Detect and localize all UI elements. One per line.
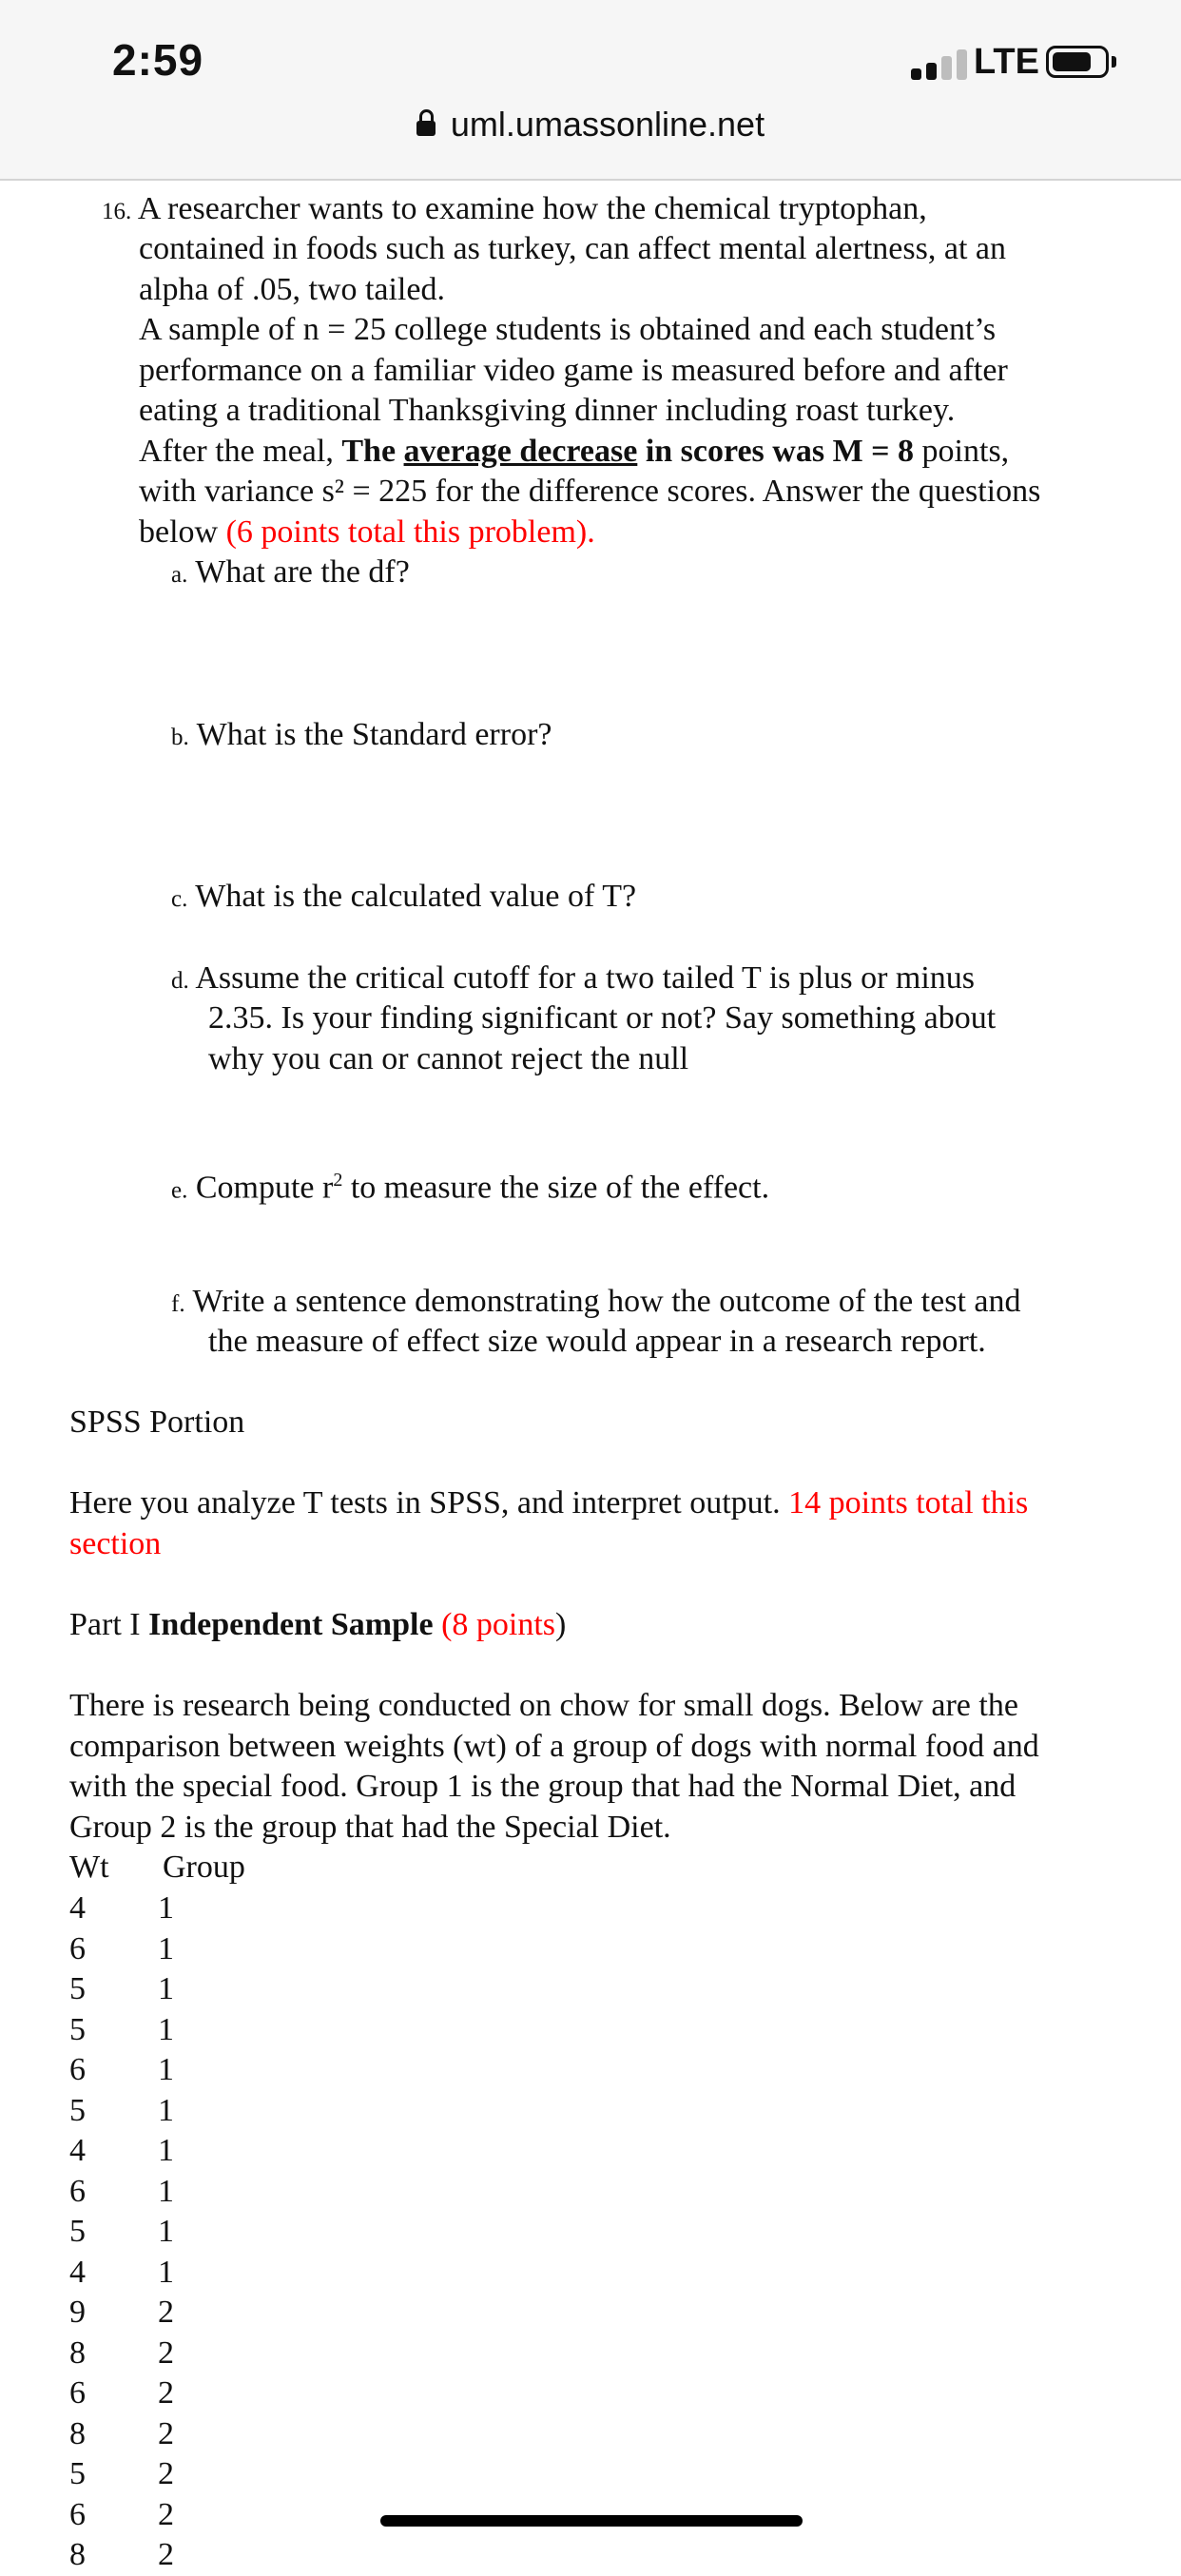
- table-cell-group: 2: [158, 2295, 174, 2330]
- spss-intro-points: section: [69, 1526, 162, 1561]
- table-cell-wt: 8: [69, 2537, 86, 2572]
- spss-intro: Here you analyze T tests in SPSS, and interpret output. 14 points total this: [69, 1485, 1029, 1520]
- question-variance-line: with variance s² = 225 for the difference scores. Answer the questions: [139, 474, 1041, 509]
- question-16-line-1: 16. A researcher wants to examine how the chemical tryptophan,: [102, 191, 927, 226]
- table-cell-wt: 6: [69, 2052, 86, 2087]
- part-e: e. Compute $r^2$ to measure the size of the effect.: [171, 1170, 770, 1206]
- table-cell-group: 1: [158, 2011, 174, 2047]
- question-line: contained in foods such as turkey, can affect mental alertness, at an: [139, 231, 1006, 266]
- table-cell-wt: 4: [69, 2254, 86, 2290]
- table-cell-group: 1: [158, 1930, 174, 1966]
- description-line: with the special food. Group 1 is the group that had the Normal Diet, and: [69, 1769, 1016, 1804]
- table-cell-wt: 5: [69, 2092, 86, 2128]
- question-below-line: below (6 points total this problem).: [139, 514, 595, 550]
- question-line: alpha of .05, two tailed.: [139, 272, 445, 307]
- part-d: d. Assume the critical cutoff for a two tailed T is plus or minus: [171, 960, 976, 996]
- table-cell-group: 1: [158, 2133, 174, 2168]
- question-line: eating a traditional Thanksgiving dinner including roast turkey.: [139, 393, 956, 428]
- part-i-heading: Part I Independent Sample (8 points): [69, 1607, 567, 1642]
- lock-icon: [416, 121, 436, 136]
- table-cell-group: 2: [158, 2456, 174, 2491]
- table-cell-wt: 4: [69, 2133, 86, 2168]
- table-cell-group: 1: [158, 1890, 174, 1926]
- table-cell-wt: 5: [69, 2011, 86, 2047]
- table-cell-wt: 8: [69, 2415, 86, 2451]
- table-header-group: Group: [163, 1850, 245, 1885]
- table-cell-group: 1: [158, 2254, 174, 2290]
- table-cell-wt: 5: [69, 2456, 86, 2491]
- table-cell-wt: 8: [69, 2334, 86, 2371]
- table-cell-group: 1: [158, 1971, 174, 2006]
- part-a: a. What are the df?: [171, 554, 410, 590]
- table-cell-group: 2: [158, 2496, 174, 2532]
- table-cell-wt: 5: [69, 2214, 86, 2249]
- table-cell-wt: 6: [69, 1930, 86, 1966]
- table-cell-wt: 9: [69, 2295, 86, 2330]
- browser-chrome: [0, 0, 1181, 181]
- table-cell-group: 2: [158, 2375, 174, 2411]
- url-text: uml.umassonline.net: [450, 105, 765, 144]
- question-line: performance on a familiar video game is measured before and after: [139, 353, 1008, 388]
- table-cell-group: 2: [158, 2415, 174, 2451]
- table-cell-wt: 5: [69, 1971, 86, 2006]
- description-line: comparison between weights (wt) of a group of dogs with normal food and: [69, 1729, 1039, 1764]
- battery-icon: [1046, 46, 1109, 78]
- table-cell-wt: 6: [69, 2375, 86, 2411]
- home-indicator[interactable]: [380, 2515, 803, 2527]
- status-time: 2:59: [112, 35, 204, 85]
- table-cell-wt: 6: [69, 2496, 86, 2532]
- part-d-line-3: why you can or cannot reject the null: [208, 1041, 689, 1076]
- table-cell-wt: 6: [69, 2173, 86, 2209]
- address-bar[interactable]: [0, 105, 1181, 145]
- question-line: A sample of n = 25 college students is obtained and each student’s: [139, 312, 997, 347]
- spss-heading: SPSS Portion: [69, 1404, 245, 1440]
- table-cell-group: 1: [158, 2173, 174, 2209]
- table-cell-group: 2: [158, 2537, 174, 2572]
- part-f: f. Write a sentence demonstrating how the outcome of the test and: [171, 1284, 1021, 1319]
- part-b: b. What is the Standard error?: [171, 717, 552, 752]
- question-meal-line: After the meal, The average decrease in scores was M = 8 points,: [139, 434, 1010, 469]
- battery-tip: [1112, 56, 1116, 68]
- description-line: There is research being conducted on chow for small dogs. Below are the: [69, 1688, 1018, 1723]
- network-label: LTE: [974, 42, 1039, 82]
- part-c: c. What is the calculated value of T?: [171, 879, 637, 914]
- table-cell-group: 1: [158, 2052, 174, 2087]
- description-line: Group 2 is the group that had the Special Diet.: [69, 1810, 671, 1845]
- question-number: 16.: [102, 199, 132, 224]
- part-f-line-2: the measure of effect size would appear in a research report.: [208, 1324, 986, 1359]
- table-cell-group: 2: [158, 2334, 174, 2371]
- table-header-wt: Wt: [69, 1850, 109, 1885]
- table-cell-group: 1: [158, 2092, 174, 2128]
- points-note: (6 points total this problem).: [225, 514, 595, 550]
- table-cell-group: 1: [158, 2214, 174, 2249]
- signal-strength-icon: [911, 48, 968, 80]
- part-d-line-2: 2.35. Is your finding significant or not? Say something about: [208, 1000, 997, 1036]
- table-cell-wt: 4: [69, 1890, 86, 1926]
